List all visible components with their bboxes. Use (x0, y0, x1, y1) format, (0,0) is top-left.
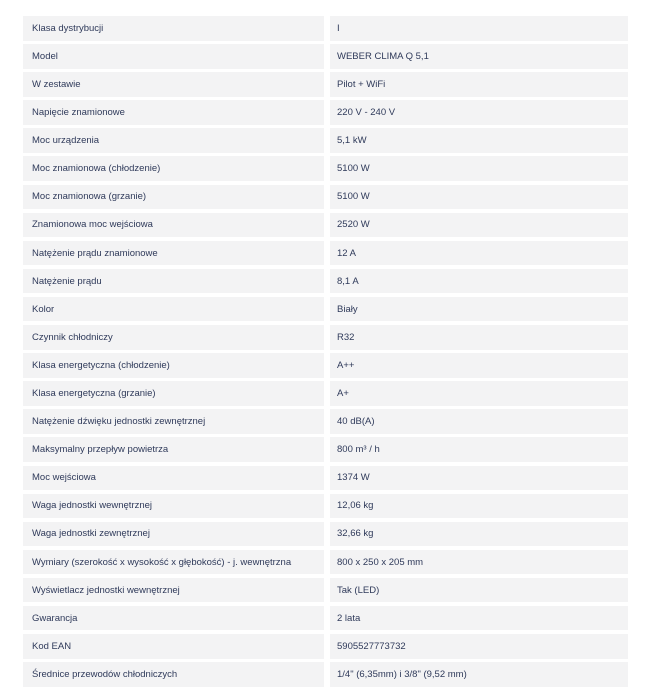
spec-row (23, 522, 628, 547)
spec-label: Moc wejściowa (23, 466, 324, 491)
spec-value: Tak (LED) (330, 578, 628, 603)
spec-value: R32 (330, 325, 628, 350)
spec-row (23, 100, 628, 125)
spec-row (23, 353, 628, 378)
spec-label: Klasa energetyczna (chłodzenie) (23, 353, 324, 378)
spec-value: 2520 W (330, 213, 628, 238)
spec-value: 5,1 kW (330, 128, 628, 153)
spec-row (23, 381, 628, 406)
spec-value: 1/4" (6,35mm) i 3/8" (9,52 mm) (330, 662, 628, 687)
spec-value: Biały (330, 297, 628, 322)
spec-label: Waga jednostki wewnętrznej (23, 494, 324, 519)
spec-value: 32,66 kg (330, 522, 628, 547)
spec-row (23, 437, 628, 462)
spec-row (23, 213, 628, 238)
spec-value: I (330, 16, 628, 41)
spec-row (23, 241, 628, 266)
spec-value: 2 lata (330, 606, 628, 631)
spec-label: Klasa dystrybucji (23, 16, 324, 41)
spec-label: Wyświetlacz jednostki wewnętrznej (23, 578, 324, 603)
spec-row (23, 297, 628, 322)
spec-label: Napięcie znamionowe (23, 100, 324, 125)
spec-row (23, 128, 628, 153)
spec-value: 5905527773732 (330, 634, 628, 659)
spec-row (23, 156, 628, 181)
spec-label: W zestawie (23, 72, 324, 97)
spec-label: Kod EAN (23, 634, 324, 659)
spec-value: 12 A (330, 241, 628, 266)
spec-label: Klasa energetyczna (grzanie) (23, 381, 324, 406)
spec-label: Maksymalny przepływ powietrza (23, 437, 324, 462)
spec-row (23, 269, 628, 294)
spec-value: 1374 W (330, 466, 628, 491)
spec-value: 40 dB(A) (330, 409, 628, 434)
spec-value: 5100 W (330, 185, 628, 210)
spec-table (23, 16, 628, 690)
spec-label: Moc urządzenia (23, 128, 324, 153)
spec-value: 12,06 kg (330, 494, 628, 519)
spec-row (23, 409, 628, 434)
spec-row (23, 578, 628, 603)
spec-value: WEBER CLIMA Q 5,1 (330, 44, 628, 69)
spec-row (23, 494, 628, 519)
spec-label: Natężenie prądu (23, 269, 324, 294)
spec-row (23, 550, 628, 575)
spec-value: A+ (330, 381, 628, 406)
spec-row (23, 634, 628, 659)
spec-value: 800 x 250 x 205 mm (330, 550, 628, 575)
spec-row (23, 466, 628, 491)
spec-row (23, 662, 628, 687)
spec-label: Natężenie dźwięku jednostki zewnętrznej (23, 409, 324, 434)
spec-row (23, 72, 628, 97)
spec-label: Waga jednostki zewnętrznej (23, 522, 324, 547)
spec-label: Średnice przewodów chłodniczych (23, 662, 324, 687)
spec-row (23, 325, 628, 350)
spec-label: Moc znamionowa (chłodzenie) (23, 156, 324, 181)
spec-label: Kolor (23, 297, 324, 322)
spec-label: Czynnik chłodniczy (23, 325, 324, 350)
spec-value: 800 m³ / h (330, 437, 628, 462)
spec-row (23, 606, 628, 631)
spec-row (23, 16, 628, 41)
spec-label: Model (23, 44, 324, 69)
spec-row (23, 185, 628, 210)
spec-row (23, 44, 628, 69)
spec-value: Pilot + WiFi (330, 72, 628, 97)
spec-label: Moc znamionowa (grzanie) (23, 185, 324, 210)
spec-value: 8,1 A (330, 269, 628, 294)
spec-label: Gwarancja (23, 606, 324, 631)
spec-label: Wymiary (szerokość x wysokość x głębokość) - j. wewnętrzna (23, 550, 324, 575)
spec-value: A++ (330, 353, 628, 378)
spec-value: 5100 W (330, 156, 628, 181)
spec-value: 220 V - 240 V (330, 100, 628, 125)
spec-label: Natężenie prądu znamionowe (23, 241, 324, 266)
spec-label: Znamionowa moc wejściowa (23, 213, 324, 238)
